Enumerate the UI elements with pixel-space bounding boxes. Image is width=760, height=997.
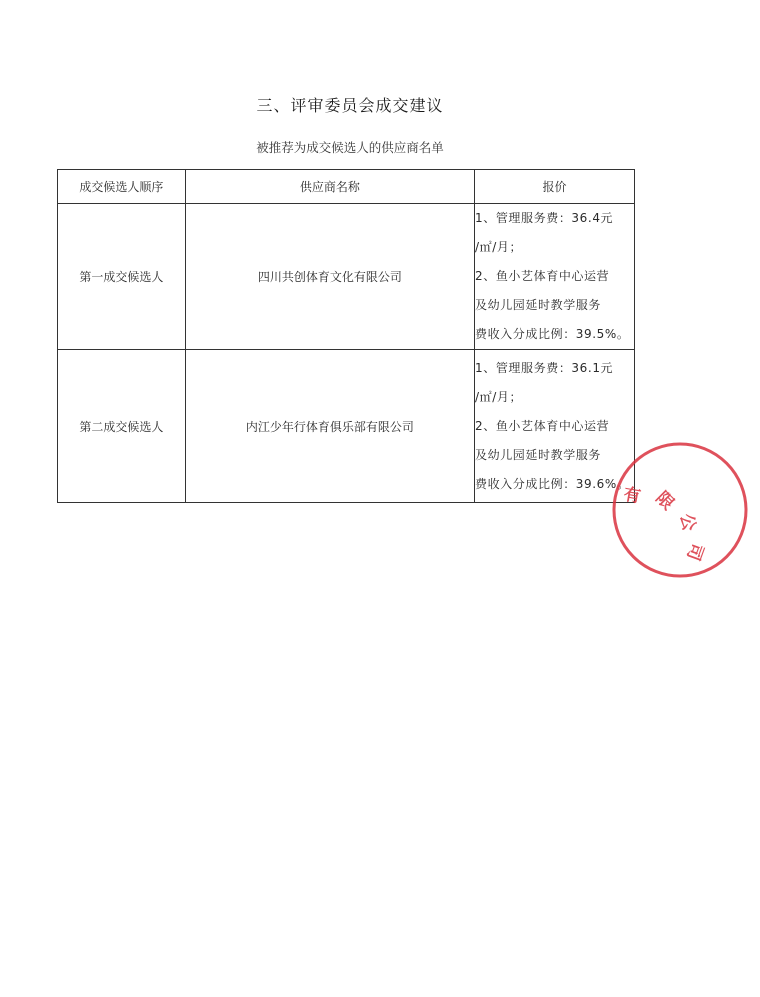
price-line: 费收入分成比例：39.6%。: [475, 476, 630, 491]
header-rank: 成交候选人顺序: [58, 170, 186, 204]
price-line: 2、鱼小艺体育中心运营: [475, 269, 610, 283]
section-title: 三、评审委员会成交建议: [256, 96, 444, 115]
seal-character: 司: [682, 540, 708, 564]
price-line: 费收入分成比例：39.5%。: [475, 327, 630, 341]
price-line: 及幼儿园延时教学服务: [475, 447, 602, 462]
price-line: /㎡/月；: [475, 240, 523, 254]
table-row: [58, 204, 635, 350]
price-cell: [475, 204, 635, 350]
seal-character: 公: [675, 512, 699, 533]
rank-cell: 第二成交候选人: [58, 350, 186, 503]
price-line: 1、管理服务费：36.1元: [475, 360, 614, 375]
price-line: /㎡/月；: [475, 389, 523, 404]
seal-character: 有: [622, 484, 643, 508]
supplier-cell: 四川共创体育文化有限公司: [185, 204, 474, 350]
price-line: 2、鱼小艺体育中心运营: [475, 418, 610, 433]
table-header-row: [58, 170, 635, 204]
price-cell: [475, 350, 635, 503]
price-line: 及幼儿园延时教学服务: [475, 298, 602, 312]
seal-character: 限: [651, 488, 678, 515]
table-row: [58, 350, 635, 503]
table-caption: 被推荐为成交候选人的供应商名单: [256, 140, 444, 155]
header-supplier: 供应商名称: [185, 170, 474, 204]
supplier-cell: 内江少年行体育俱乐部有限公司: [185, 350, 474, 503]
header-price: 报价: [475, 170, 635, 204]
candidate-table: [57, 169, 635, 503]
rank-cell: 第一成交候选人: [58, 204, 186, 350]
price-line: 1、管理服务费：36.4元: [475, 211, 614, 225]
